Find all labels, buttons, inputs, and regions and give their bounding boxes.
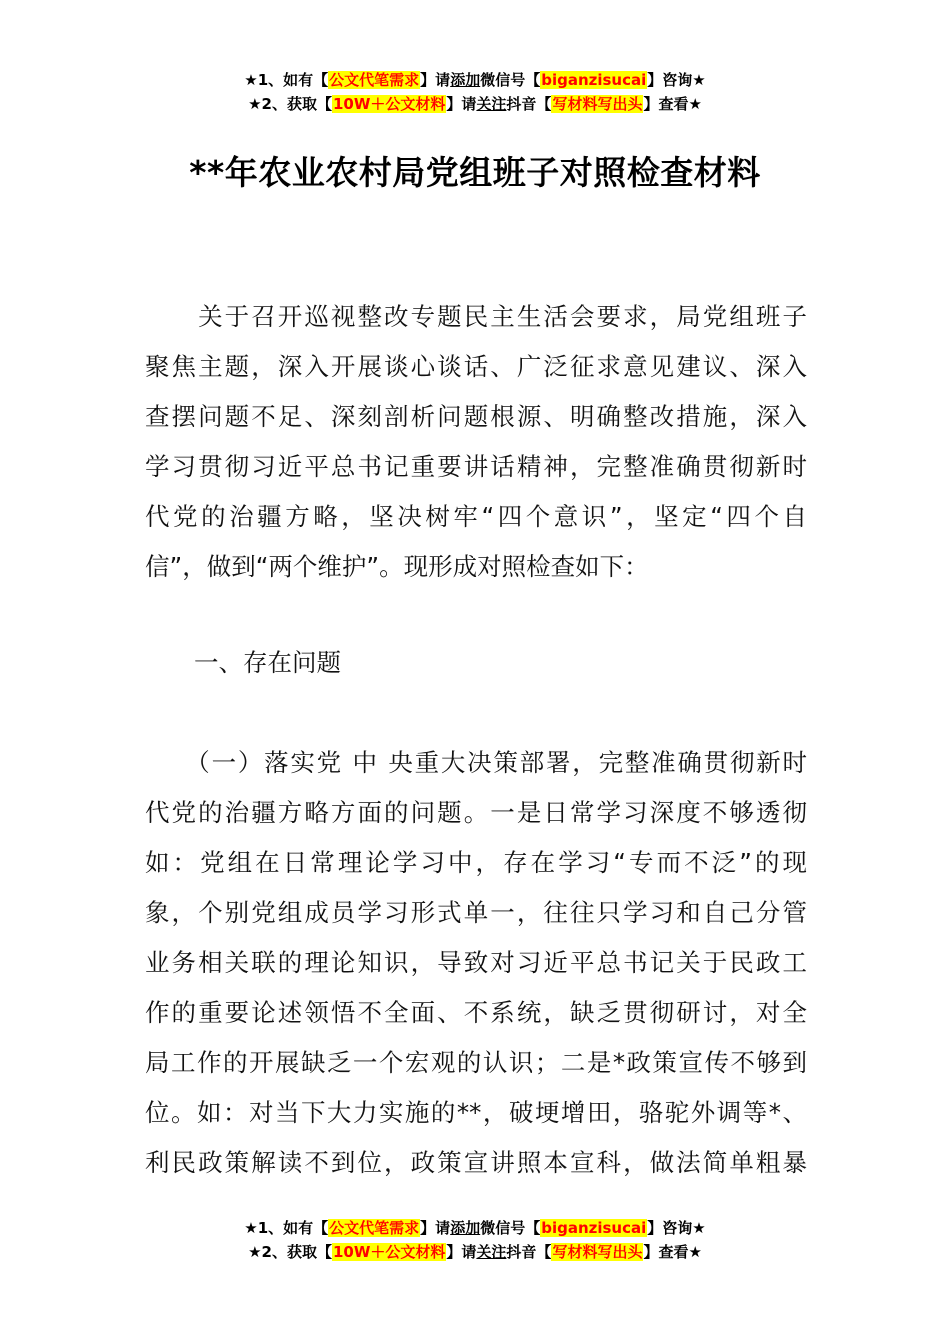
banner-text: 】请: [420, 71, 451, 89]
banner-text: 】查看★: [643, 1243, 702, 1261]
banner-text: 抖音【: [506, 95, 552, 113]
text-line: 象，个别党组成员学习形式单一，往往只学习和自己分管: [145, 898, 807, 927]
text-line: 局工作的开展缺乏一个宏观的认识；二是*政策宣传不够到: [145, 1048, 807, 1077]
text-line: 作的重要论述领悟不全面、不系统，缺乏贯彻研讨，对全: [145, 998, 807, 1027]
text-line: （一）落实党 中 央重大决策部署，完整准确贯彻新时: [145, 748, 807, 777]
banner-emphasis: 关注: [476, 95, 507, 113]
banner-text: 】请: [446, 1243, 477, 1261]
text-line: 学习贯彻习近平总书记重要讲话精神，完整准确贯彻新时: [145, 452, 807, 481]
text-line: 查摆问题不足、深刻剖析问题根源、明确整改措施，深入: [145, 402, 807, 431]
banner-text: 抖音【: [506, 1243, 552, 1261]
highlight-douyin-account: 写材料写出头: [552, 1243, 643, 1261]
banner-text: ★1、如有【: [244, 71, 329, 89]
banner-text: 】请: [420, 1219, 451, 1237]
section-heading: [145, 638, 807, 688]
banner-emphasis: 添加: [450, 71, 481, 89]
banner-text: 】咨询★: [647, 71, 706, 89]
banner-text: ★2、获取【: [248, 1243, 332, 1261]
banner-text: 微信号【: [480, 71, 541, 89]
highlight-materials: 10W＋公文材料: [332, 95, 446, 113]
highlight-service: 公文代笔需求: [329, 1219, 420, 1237]
banner-text: 】请: [446, 95, 477, 113]
text-line: 代党的治疆方略，坚决树牢“四个意识”，坚定“四个自: [145, 502, 807, 531]
banner-line-1: [0, 68, 950, 92]
banner-emphasis: 添加: [450, 1219, 481, 1237]
section-paragraph: [145, 738, 807, 1188]
text-line: 位。如：对当下大力实施的**，破埂增田，骆驼外调等*、: [145, 1098, 807, 1127]
intro-paragraph: [145, 292, 807, 592]
banner-text: 】咨询★: [647, 1219, 706, 1237]
highlight-service: 公文代笔需求: [329, 71, 420, 89]
text-line: 业务相关联的理论知识，导致对习近平总书记关于民政工: [145, 948, 807, 977]
document-title: **年农业农村局党组班子对照检查材料: [189, 153, 761, 192]
heading-text: 一、存在问题: [145, 648, 341, 677]
highlight-materials: 10W＋公文材料: [332, 1243, 446, 1261]
text-line: 信”，做到“两个维护”。现形成对照检查如下：: [145, 552, 649, 581]
text-line: 利民政策解读不到位，政策宣讲照本宣科，做法简单粗暴: [145, 1148, 807, 1177]
banner-text: 】查看★: [643, 95, 702, 113]
banner-text: ★1、如有【: [244, 1219, 329, 1237]
banner-text: 微信号【: [480, 1219, 541, 1237]
footer-banner: [0, 1216, 950, 1264]
text-line: 聚焦主题，深入开展谈心谈话、广泛征求意见建议、深入: [145, 352, 807, 381]
banner-line-2: [0, 1240, 950, 1264]
text-line: 代党的治疆方略方面的问题。一是日常学习深度不够透彻: [145, 798, 807, 827]
text-line: 如：党组在日常理论学习中，存在学习“专而不泛”的现: [145, 848, 807, 877]
highlight-wechat-id: biganzisucai: [541, 1219, 647, 1237]
highlight-douyin-account: 写材料写出头: [552, 95, 643, 113]
text-line: 关于召开巡视整改专题民主生活会要求，局党组班子: [145, 302, 807, 331]
banner-line-2: [0, 92, 950, 116]
highlight-wechat-id: biganzisucai: [541, 71, 647, 89]
banner-emphasis: 关注: [476, 1243, 507, 1261]
banner-text: ★2、获取【: [248, 95, 332, 113]
banner-line-1: [0, 1216, 950, 1240]
header-banner: [0, 68, 950, 116]
